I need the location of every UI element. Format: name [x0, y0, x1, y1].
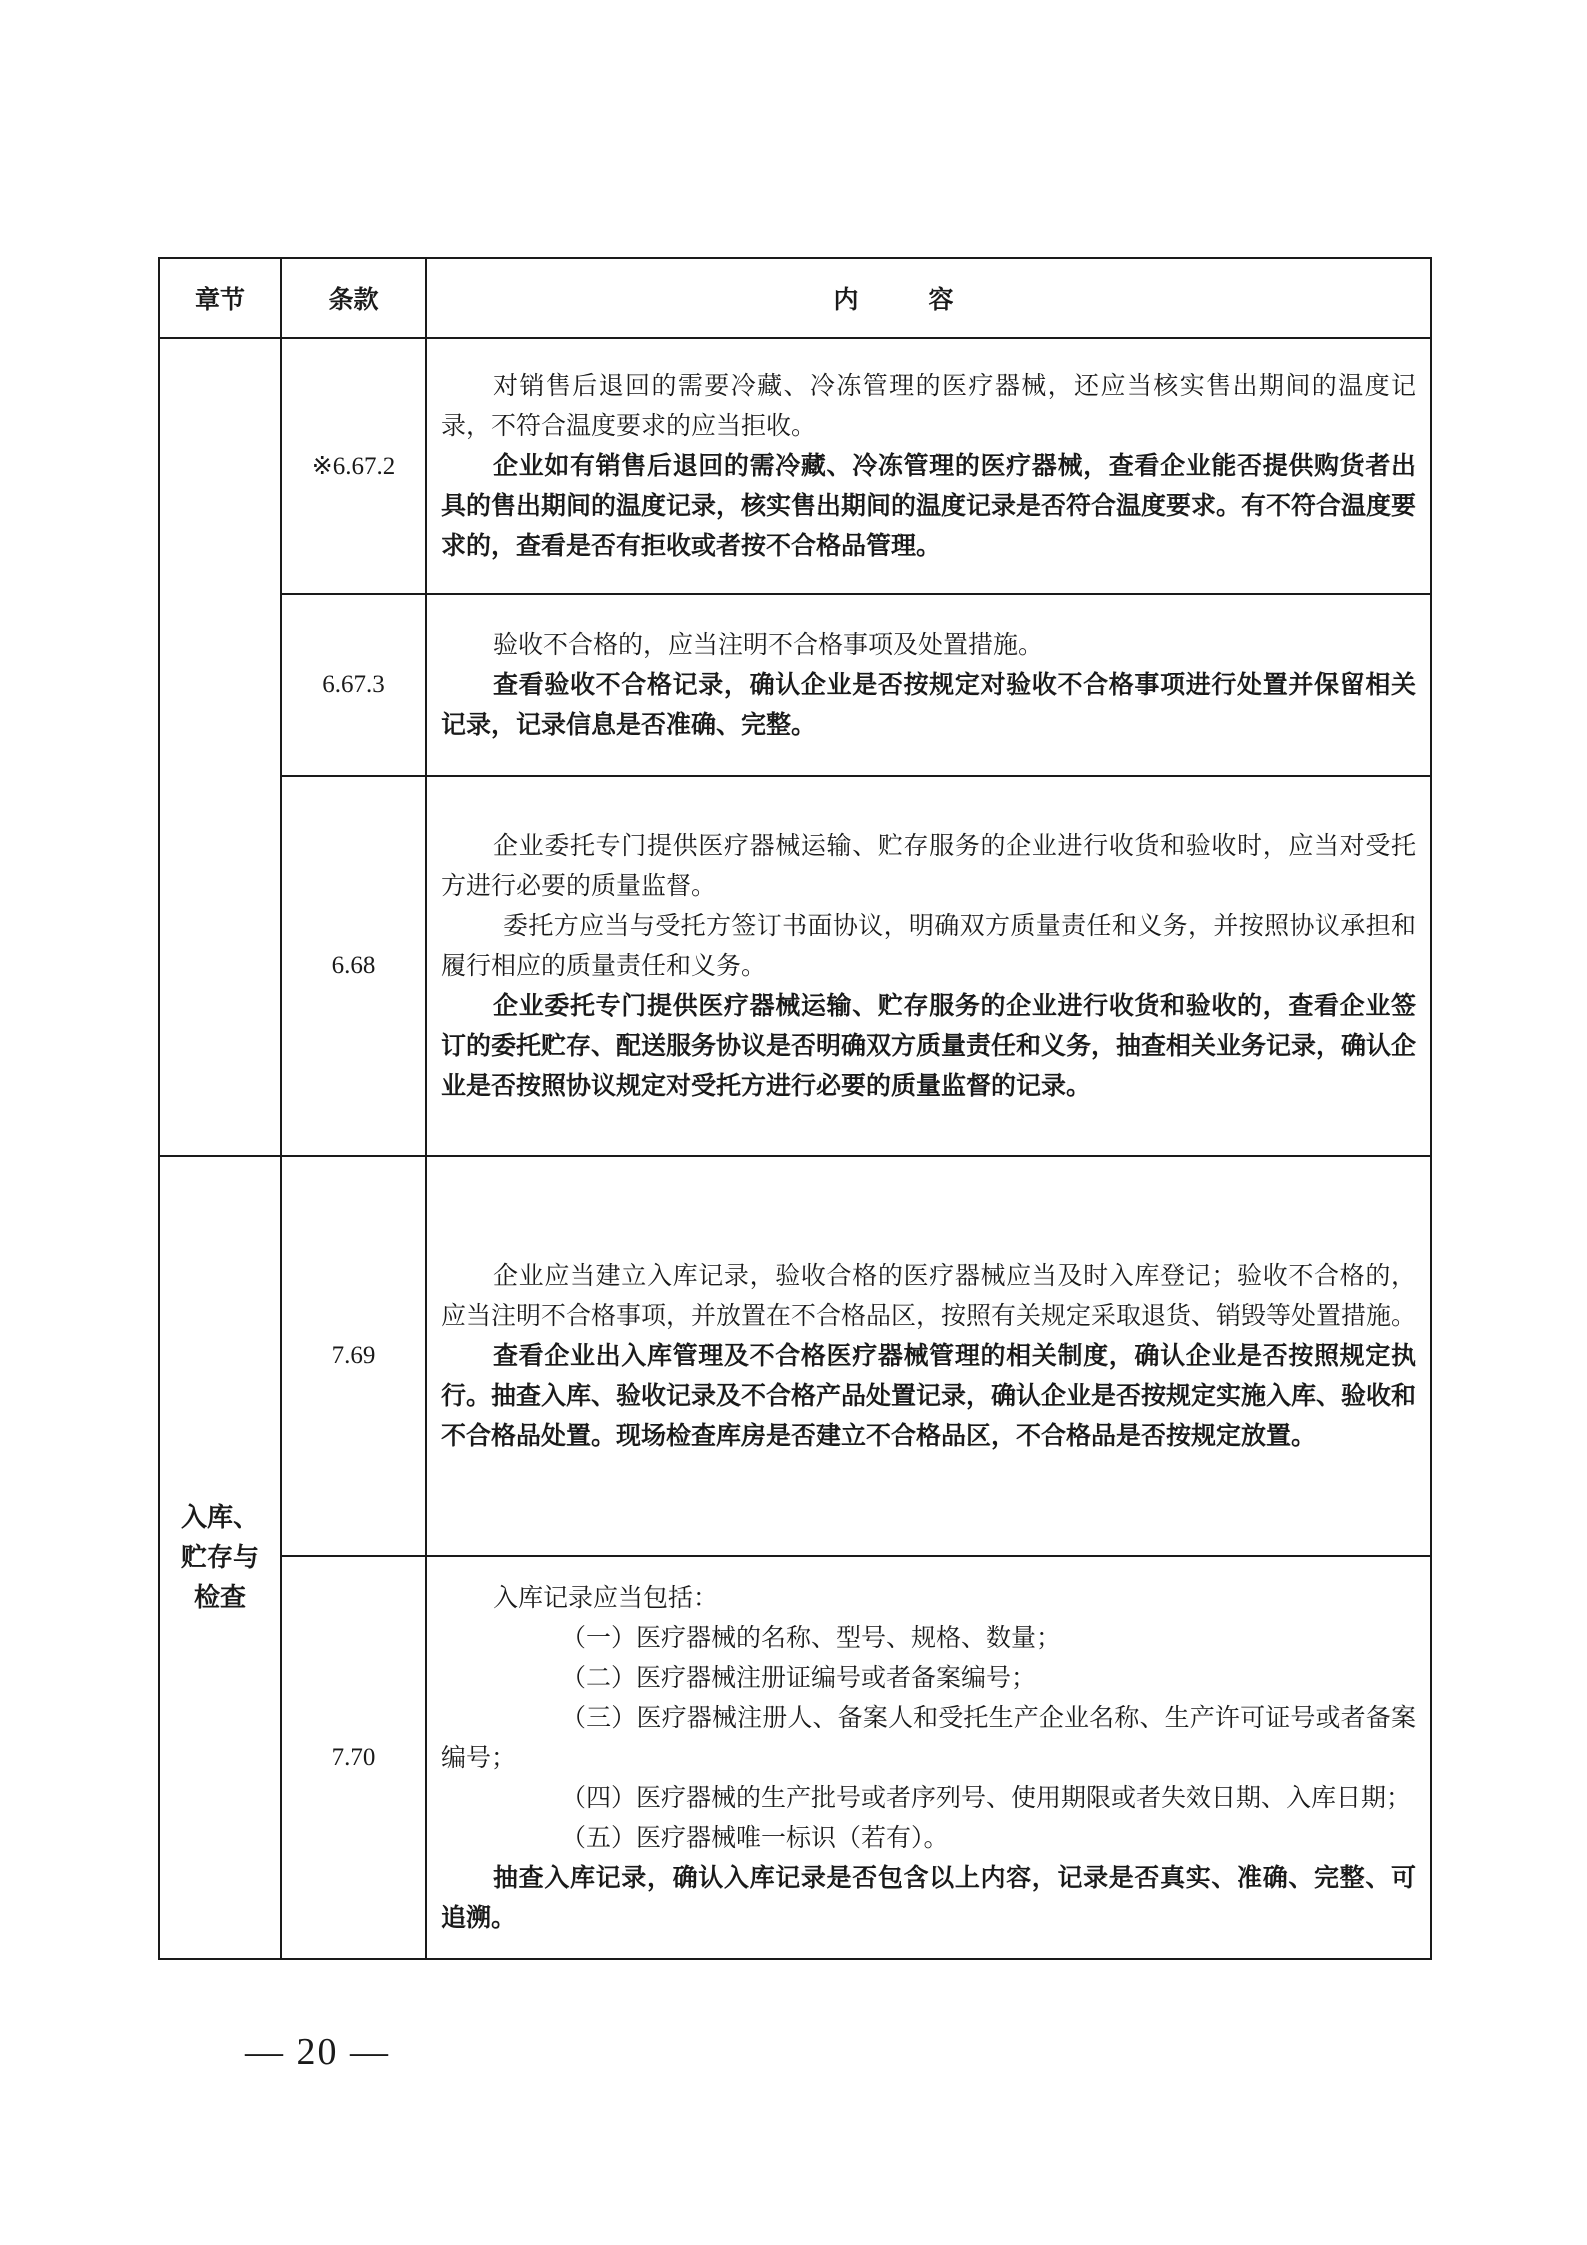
list-item: （三）医疗器械注册人、备案人和受托生产企业名称、生产许可证号或者备案编号； [441, 1702, 1416, 1772]
content-cell [426, 776, 1431, 1156]
chapter-cell [159, 1156, 281, 1959]
table-row [159, 338, 1431, 594]
standard-text: 企业委托专门提供医疗器械运输、贮存服务的企业进行收货和验收时，应当对受托方进行必要的质量监督。 [441, 831, 1416, 900]
list-item: （二）医疗器械注册证编号或者备案编号； [561, 1662, 1037, 1692]
table-row [159, 776, 1431, 1156]
clause-number: 6.68 [281, 776, 426, 1156]
check-method-text: 查看企业出入库管理及不合格医疗器械管理的相关制度，确认企业是否按照规定执行。抽查入库、验收记录及不合格产品处置记录，确认企业是否按规定实施入库、验收和不合格品处置。现场检查库房是否建立不合格品区，不合格品是否按规定放置。 [441, 1341, 1417, 1450]
header-content: 内容 [833, 285, 1024, 314]
table-row [159, 1556, 1431, 1959]
clause-number: ※6.67.2 [281, 338, 426, 594]
standard-intro: 入库记录应当包括： [493, 1582, 719, 1612]
table-row [159, 594, 1431, 776]
header-clause: 条款 [281, 258, 426, 338]
list-item: （五）医疗器械唯一标识（若有）。 [561, 1822, 949, 1852]
table-row [159, 1156, 1431, 1556]
clause-number: 7.70 [281, 1556, 426, 1959]
clause-number: 7.69 [281, 1156, 426, 1556]
check-method-text: 企业如有销售后退回的需冷藏、冷冻管理的医疗器械，查看企业能否提供购货者出具的售出期间的温度记录，核实售出期间的温度记录是否符合温度要求。有不符合温度要求的，查看是否有拒收或者按不合格品管理。 [441, 451, 1417, 560]
chapter-label: 贮存与 [180, 1542, 259, 1573]
chapter-cell-empty [159, 338, 281, 1156]
chapter-label: 入库、 [180, 1502, 259, 1533]
inspection-table [158, 257, 1432, 1960]
content-cell [426, 1156, 1431, 1556]
header-chapter: 章节 [159, 258, 281, 338]
table-header-row [159, 258, 1431, 338]
list-item: （一）医疗器械的名称、型号、规格、数量； [561, 1622, 1062, 1652]
list-item: （四）医疗器械的生产批号或者序列号、使用期限或者失效日期、入库日期； [561, 1782, 1412, 1812]
content-cell [426, 338, 1431, 594]
page-number: — 20 — [245, 2031, 390, 2073]
chapter-label: 检查 [193, 1582, 246, 1613]
standard-text: 对销售后退回的需要冷藏、冷冻管理的医疗器械，还应当核实售出期间的温度记录，不符合温度要求的应当拒收。 [441, 371, 1416, 440]
standard-text: 验收不合格的，应当注明不合格事项及处置措施。 [493, 630, 1044, 659]
content-cell [426, 594, 1431, 776]
check-method-text: 企业委托专门提供医疗器械运输、贮存服务的企业进行收货和验收的，查看企业签订的委托贮存、配送服务协议是否明确双方质量责任和义务，抽查相关业务记录，确认企业是否按照协议规定对受托方进行必要的质量监督的记录。 [441, 991, 1417, 1100]
check-method-text: 抽查入库记录，确认入库记录是否包含以上内容，记录是否真实、准确、完整、可追溯。 [441, 1862, 1416, 1932]
clause-number: 6.67.3 [281, 594, 426, 776]
standard-text: 企业应当建立入库记录，验收合格的医疗器械应当及时入库登记；验收不合格的，应当注明不合格事项，并放置在不合格品区，按照有关规定采取退货、销毁等处置措施。 [441, 1261, 1417, 1330]
standard-text: 委托方应当与受托方签订书面协议，明确双方质量责任和义务，并按照协议承担和履行相应的质量责任和义务。 [441, 911, 1416, 980]
content-cell [426, 1556, 1431, 1959]
check-method-text: 查看验收不合格记录，确认企业是否按规定对验收不合格事项进行处置并保留相关记录，记录信息是否准确、完整。 [441, 670, 1416, 739]
